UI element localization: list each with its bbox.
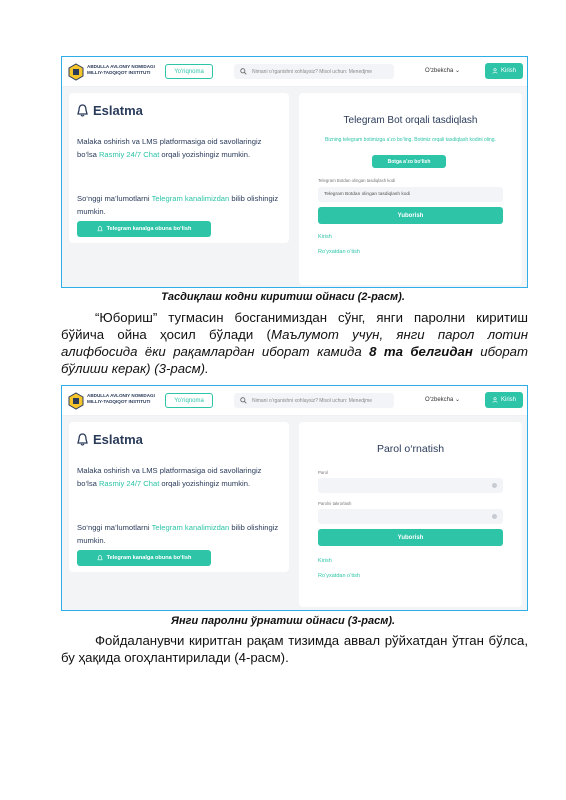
note-title: Eslatma <box>77 103 143 118</box>
language-select[interactable]: O‘zbekcha ⌄ <box>425 397 461 403</box>
note-telegram-text: So‘nggi ma’lumotlarni Telegram kanalimizdan bilib olishingiz mumkin. <box>77 523 279 545</box>
form-description: Bizning telegram botimizga a’zo bo‘ling. Botimiz orqali tasdiqlash kodini oling. <box>325 137 496 143</box>
user-icon <box>492 68 498 74</box>
search-placeholder: Nimani o‘rganishni xohlaysiz? Misol uchun: Menedjme <box>252 397 373 404</box>
verification-form-card <box>299 93 522 285</box>
login-link[interactable]: Kirish <box>318 558 332 564</box>
note-card <box>69 93 289 243</box>
note-chat-text: Malaka oshirish va LMS platformasiga oid savollaringiz bo‘lsa Rasmiy 24/7 Chat orqali yozishingiz mumkin. <box>77 137 262 159</box>
bell-icon <box>97 555 103 561</box>
search-placeholder: Nimani o‘rganishni xohlaysiz? Misol uchun: Menedjme <box>252 68 373 75</box>
telegram-channel-link[interactable]: Telegram kanalimizdan <box>151 523 230 532</box>
note-card <box>69 422 289 572</box>
eye-icon[interactable] <box>492 483 497 488</box>
telegram-channel-link[interactable]: Telegram kanalimizdan <box>151 194 230 203</box>
logo-text: ABDULLA AVLONIY NOMIDAGI MILLIY-TADQIQOT INSTITUTI <box>87 64 155 75</box>
send-button[interactable]: Yuborish <box>318 207 503 224</box>
password-field-label: Parol <box>318 470 329 475</box>
send-button[interactable]: Yuborish <box>318 529 503 546</box>
site-header <box>62 386 527 416</box>
code-field-label: Telegram Botdan olingan tasdiqlash kodi <box>318 178 396 183</box>
user-icon <box>492 397 498 403</box>
register-link[interactable]: Ro‘yxatdan o‘tish <box>318 573 360 579</box>
login-link[interactable]: Kirish <box>318 234 332 240</box>
form-title: Telegram Bot orqali tasdiqlash <box>343 115 478 126</box>
note-chat-text: Malaka oshirish va LMS platformasiga oid savollaringiz bo‘lsa Rasmiy 24/7 Chat orqali yozishingiz mumkin. <box>77 466 262 488</box>
search-input[interactable] <box>234 64 394 79</box>
search-icon <box>240 68 247 75</box>
register-link[interactable]: Ro‘yxatdan o‘tish <box>318 249 360 255</box>
form-title: Parol o‘rnatish <box>376 443 445 455</box>
chat-link[interactable]: Rasmiy 24/7 Chat <box>98 479 160 488</box>
eye-icon[interactable] <box>492 514 497 519</box>
code-input[interactable]: Telegram Botdan olingan tasdiqlash kodi <box>318 187 503 202</box>
confirm-field-label: Parolni takrorlash <box>318 501 352 506</box>
note-title: Eslatma <box>77 432 143 447</box>
login-button[interactable]: Kirish <box>485 392 523 408</box>
screenshot-telegram-verification <box>61 56 528 288</box>
telegram-subscribe-button[interactable]: Telegram kanalga obuna bo‘lish <box>77 221 211 237</box>
search-icon <box>240 397 247 404</box>
logo-emblem-icon[interactable] <box>68 63 84 81</box>
language-select[interactable]: O‘zbekcha ⌄ <box>425 68 461 74</box>
logo-emblem-icon[interactable] <box>68 392 84 410</box>
guide-button[interactable]: Yo'riqnoma <box>165 64 213 79</box>
chat-link[interactable]: Rasmiy 24/7 Chat <box>98 150 160 159</box>
site-header <box>62 57 527 87</box>
password-input[interactable] <box>318 478 503 493</box>
chevron-down-icon: ⌄ <box>455 397 461 403</box>
logo-text: ABDULLA AVLONIY NOMIDAGI MILLIY-TADQIQOT INSTITUTI <box>87 393 155 404</box>
confirm-password-input[interactable] <box>318 509 503 524</box>
bell-icon <box>77 104 88 117</box>
paragraph-2: Фойдаланувчи киритган рақам тизимда аввал рўйхатдан ўтган бўлса, бу ҳақида огоҳлантирилади (4-расм). <box>61 633 528 665</box>
note-telegram-text: So‘nggi ma’lumotlarni Telegram kanalimizdan bilib olishingiz mumkin. <box>77 194 279 216</box>
search-input[interactable] <box>234 393 394 408</box>
screenshot-set-password <box>61 385 528 611</box>
figure-caption-2: Тасдиқлаш кодни киритиш ойнаси (2-расм). <box>161 291 405 303</box>
guide-button[interactable]: Yo'riqnoma <box>165 393 213 408</box>
password-form-card <box>299 422 522 607</box>
login-button[interactable]: Kirish <box>485 63 523 79</box>
join-bot-button[interactable]: Botga a’zo bo‘lish <box>372 155 446 168</box>
chevron-down-icon: ⌄ <box>455 68 461 74</box>
bell-icon <box>77 433 88 446</box>
paragraph-1: “Юбориш” тугмасин босганимиздан сўнг, янги паролни киритиш бўйича ойна ҳосил бўлади (Маълумот учун, янги парол лотин алифбосида ёки рақамлардан иборат камида 8 та белгидан иборат бўлиши керак) (3-расм). <box>61 310 528 376</box>
telegram-subscribe-button[interactable]: Telegram kanalga obuna bo‘lish <box>77 550 211 566</box>
figure-caption-3: Янги паролни ўрнатиш ойнаси (3-расм). <box>170 615 396 627</box>
bell-icon <box>97 226 103 232</box>
